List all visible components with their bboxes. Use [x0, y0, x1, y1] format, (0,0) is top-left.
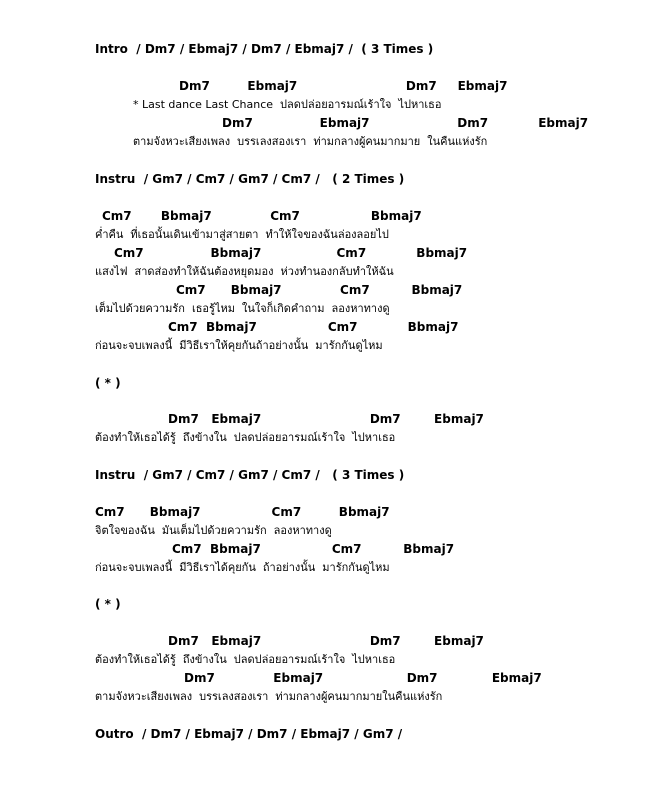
chorus-reference: ( * ): [95, 376, 121, 390]
chord-line: Cm7 Bbmaj7 Cm7 Bbmaj7: [102, 209, 422, 223]
lyric-line: เต็มไปด้วยความรัก เธอรู้ไหม ในใจก็เกิดคำถาม ลองหาทางดู: [95, 302, 390, 315]
lyric-line: ก่อนจะจบเพลงนี้ มีวิธีเราให้คุยกันถ้าอย่างนั้น มารักกันดูไหม: [95, 339, 383, 352]
lyric-line: ค่ำคืน ที่เธอนั้นเดินเข้ามาสู่สายตา ทำให้ใจของฉันล่องลอยไป: [95, 228, 389, 241]
lyric-line: ตามจังหวะเสียงเพลง บรรเลงสองเรา ท่ามกลางผู้คนมากมายในคืนแห่งรัก: [95, 690, 443, 703]
chord-line: Cm7 Bbmaj7 Cm7 Bbmaj7: [172, 542, 455, 556]
chord-line: Cm7 Bbmaj7 Cm7 Bbmaj7: [95, 505, 390, 519]
chord-line: Cm7 Bbmaj7 Cm7 Bbmaj7: [114, 246, 468, 260]
lyric-line: * Last dance Last Chance ปลดปล่อยอารมณ์เร้าใจ ไปหาเธอ: [133, 98, 442, 111]
instrumental-line: Instru / Gm7 / Cm7 / Gm7 / Cm7 / ( 3 Times ): [95, 468, 405, 482]
chord-line: Cm7 Bbmaj7 Cm7 Bbmaj7: [176, 283, 463, 297]
lyric-line: จิตใจของฉัน มันเต็มไปด้วยความรัก ลองหาทางดู: [95, 524, 332, 537]
chord-line: Cm7 Bbmaj7 Cm7 Bbmaj7: [168, 320, 459, 334]
outro-line: Outro / Dm7 / Ebmaj7 / Dm7 / Ebmaj7 / Gm7 /: [95, 727, 403, 741]
lyric-line: ต้องทำให้เธอได้รู้ ถึงข้างใน ปลดปล่อยอารมณ์เร้าใจ ไปหาเธอ: [95, 653, 396, 666]
lyric-line: ก่อนจะจบเพลงนี้ มีวิธีเราได้คุยกัน ถ้าอย่างนั้น มารักกันดูไหม: [95, 561, 390, 574]
lyric-line: ตามจังหวะเสียงเพลง บรรเลงสองเรา ท่ามกลางผู้คนมากมาย ในคืนแห่งรัก: [133, 135, 488, 148]
lyric-line: แสงไฟ สาดส่องทำให้ฉันต้องหยุดมอง ห่วงทำนองกลับทำให้ฉัน: [95, 265, 394, 278]
chord-line: Dm7 Ebmaj7 Dm7 Ebmaj7: [179, 79, 508, 93]
chord-line: Dm7 Ebmaj7 Dm7 Ebmaj7: [184, 671, 542, 685]
instrumental-line: Instru / Gm7 / Cm7 / Gm7 / Cm7 / ( 2 Times ): [95, 172, 405, 186]
chord-line: Dm7 Ebmaj7 Dm7 Ebmaj7: [168, 634, 484, 648]
chord-line: Dm7 Ebmaj7 Dm7 Ebmaj7: [222, 116, 589, 130]
intro-line: Intro / Dm7 / Ebmaj7 / Dm7 / Ebmaj7 / ( 3 Times ): [95, 42, 434, 56]
lyric-line: ต้องทำให้เธอได้รู้ ถึงข้างใน ปลดปล่อยอารมณ์เร้าใจ ไปหาเธอ: [95, 431, 396, 444]
chord-line: Dm7 Ebmaj7 Dm7 Ebmaj7: [168, 412, 484, 426]
chorus-reference: ( * ): [95, 597, 121, 611]
